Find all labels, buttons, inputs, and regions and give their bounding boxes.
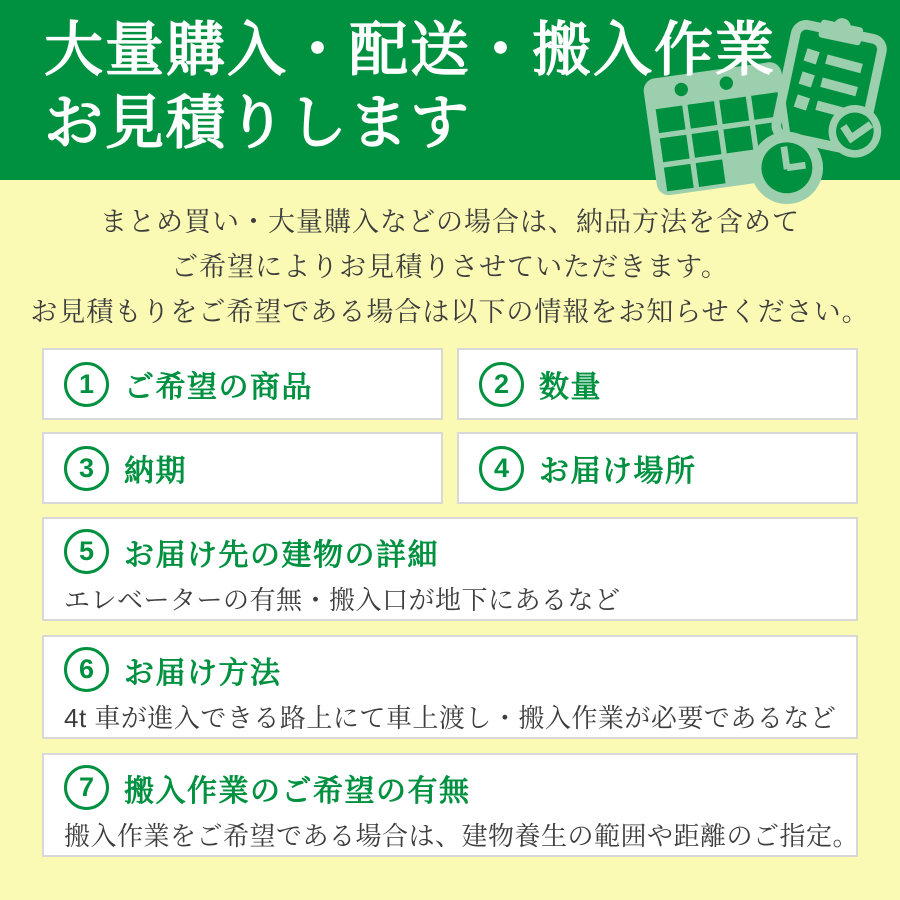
card-title: お届け場所: [539, 455, 697, 488]
card-desired-product: [42, 348, 443, 420]
card-quantity: [457, 348, 858, 420]
card-row-2: [42, 432, 858, 504]
card-title: お届け先の建物の詳細: [124, 538, 439, 572]
card-delivery-date: [42, 432, 443, 504]
item-number: 1: [78, 368, 95, 399]
intro-line-1: まとめ買い・大量購入などの場合は、納品方法を含めて: [100, 207, 800, 237]
item-number: 5: [78, 536, 95, 566]
card-head: [64, 765, 856, 810]
card-title: 搬入作業のご希望の有無: [124, 774, 471, 808]
item-number-badge: [64, 529, 109, 574]
item-number: 6: [78, 654, 95, 684]
card-row-1: [42, 348, 858, 420]
hero-title: [44, 14, 776, 160]
card-note: エレベーターの有無・搬入口が地下にあるなど: [64, 585, 621, 615]
hero-title-line1: 大量購入・配送・搬入作業: [44, 17, 777, 83]
card-note: 4t 車が進入できる路上にて車上渡し・搬入作業が必要であるなど: [64, 703, 837, 733]
hero-banner: [0, 0, 900, 180]
card-title: ご希望の商品: [124, 371, 313, 404]
item-number-badge: [64, 647, 109, 692]
card-title: お届け方法: [124, 656, 282, 690]
item-number-badge: [64, 362, 109, 407]
intro-line-3: お見積もりをご希望である場合は以下の情報をお知らせください。: [30, 297, 870, 327]
item-number: 3: [78, 452, 95, 483]
intro-line-2: ご希望によりお見積りさせていただきます。: [171, 252, 729, 282]
card-title: 数量: [539, 371, 602, 404]
item-number-badge: [64, 446, 109, 491]
card-note: 搬入作業をご希望である場合は、建物養生の範囲や距離のご指定。: [64, 821, 860, 851]
item-number-badge: [479, 446, 524, 491]
item-number-badge: [479, 362, 524, 407]
card-title: 納期: [124, 455, 187, 488]
item-number-badge: [64, 765, 109, 810]
item-number: 2: [493, 368, 510, 399]
card-head: [64, 647, 856, 692]
card-carry-in-request: [42, 753, 858, 857]
hero-title-line2: お見積りします: [44, 90, 472, 156]
card-delivery-place: [457, 432, 858, 504]
quote-info-list: [42, 348, 858, 857]
card-building-details: [42, 517, 858, 621]
item-number: 4: [493, 452, 510, 483]
item-number: 7: [78, 772, 95, 802]
clipboard-check-icon: [758, 3, 900, 174]
card-delivery-method: [42, 635, 858, 739]
card-head: [64, 529, 856, 574]
